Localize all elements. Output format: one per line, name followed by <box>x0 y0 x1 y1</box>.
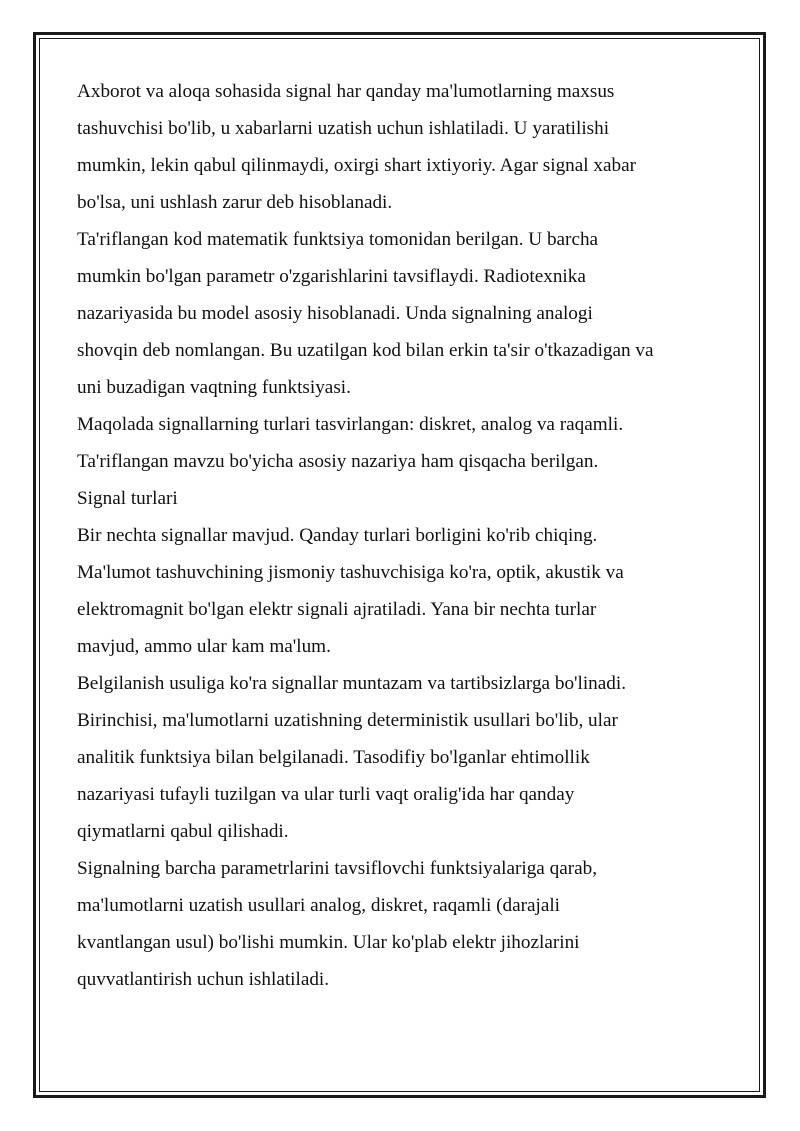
text-line: mumkin, lekin qabul qilinmaydi, oxirgi shart ixtiyoriy. Agar signal xabar <box>77 155 637 176</box>
text-line: quvvatlantirish uchun ishlatiladi. <box>77 969 330 990</box>
text-line: Maqolada signallarning turlari tasvirlangan: diskret, analog va raqamli. <box>77 414 624 435</box>
text-line: Axborot va aloqa sohasida signal har qanday ma'lumotlarning maxsus <box>77 81 615 102</box>
text-line: Ta'riflangan mavzu bo'yicha asosiy nazariya ham qisqacha berilgan. <box>77 451 599 472</box>
text-line: Belgilanish usuliga ko'ra signallar muntazam va tartibsizlarga bo'linadi. <box>77 673 626 694</box>
text-line: mumkin bo'lgan parametr o'zgarishlarini tavsiflaydi. Radiotexnika <box>77 266 586 287</box>
text-line: kvantlangan usul) bo'lishi mumkin. Ular ko'plab elektr jihozlarini <box>77 932 580 953</box>
text-line: Ma'lumot tashuvchining jismoniy tashuvchisiga ko'ra, optik, akustik va <box>77 562 624 583</box>
text-line: analitik funktsiya bilan belgilanadi. Tasodifiy bo'lganlar ehtimollik <box>77 747 590 768</box>
text-line: elektromagnit bo'lgan elektr signali ajratiladi. Yana bir nechta turlar <box>77 599 597 620</box>
text-line: nazariyasida bu model asosiy hisoblanadi. Unda signalning analogi <box>77 303 593 324</box>
text-line: Ta'riflangan kod matematik funktsiya tomonidan berilgan. U barcha <box>77 229 599 250</box>
text-line: qiymatlarni qabul qilishadi. <box>77 821 289 842</box>
text-line: nazariyasi tufayli tuzilgan va ular turli vaqt oralig'ida har qanday <box>77 784 575 805</box>
section-heading: Signal turlari <box>77 488 178 509</box>
text-line: uni buzadigan vaqtning funktsiyasi. <box>77 377 351 398</box>
text-line: Bir nechta signallar mavjud. Qanday turlari borligini ko'rib chiqing. <box>77 525 598 546</box>
text-line: tashuvchisi bo'lib, u xabarlarni uzatish uchun ishlatiladi. U yaratilishi <box>77 118 610 139</box>
text-line: Signalning barcha parametrlarini tavsiflovchi funktsiyalariga qarab, <box>77 858 598 879</box>
text-line: Birinchisi, ma'lumotlarni uzatishning deterministik usullari bo'lib, ular <box>77 710 618 731</box>
text-line: ma'lumotlarni uzatish usullari analog, diskret, raqamli (darajali <box>77 895 560 916</box>
text-line: mavjud, ammo ular kam ma'lum. <box>77 636 331 657</box>
text-line: shovqin deb nomlangan. Bu uzatilgan kod bilan erkin ta'sir o'tkazadigan va <box>77 340 654 361</box>
text-line: bo'lsa, uni ushlash zarur deb hisoblanadi. <box>77 192 393 213</box>
document-body <box>77 73 737 998</box>
